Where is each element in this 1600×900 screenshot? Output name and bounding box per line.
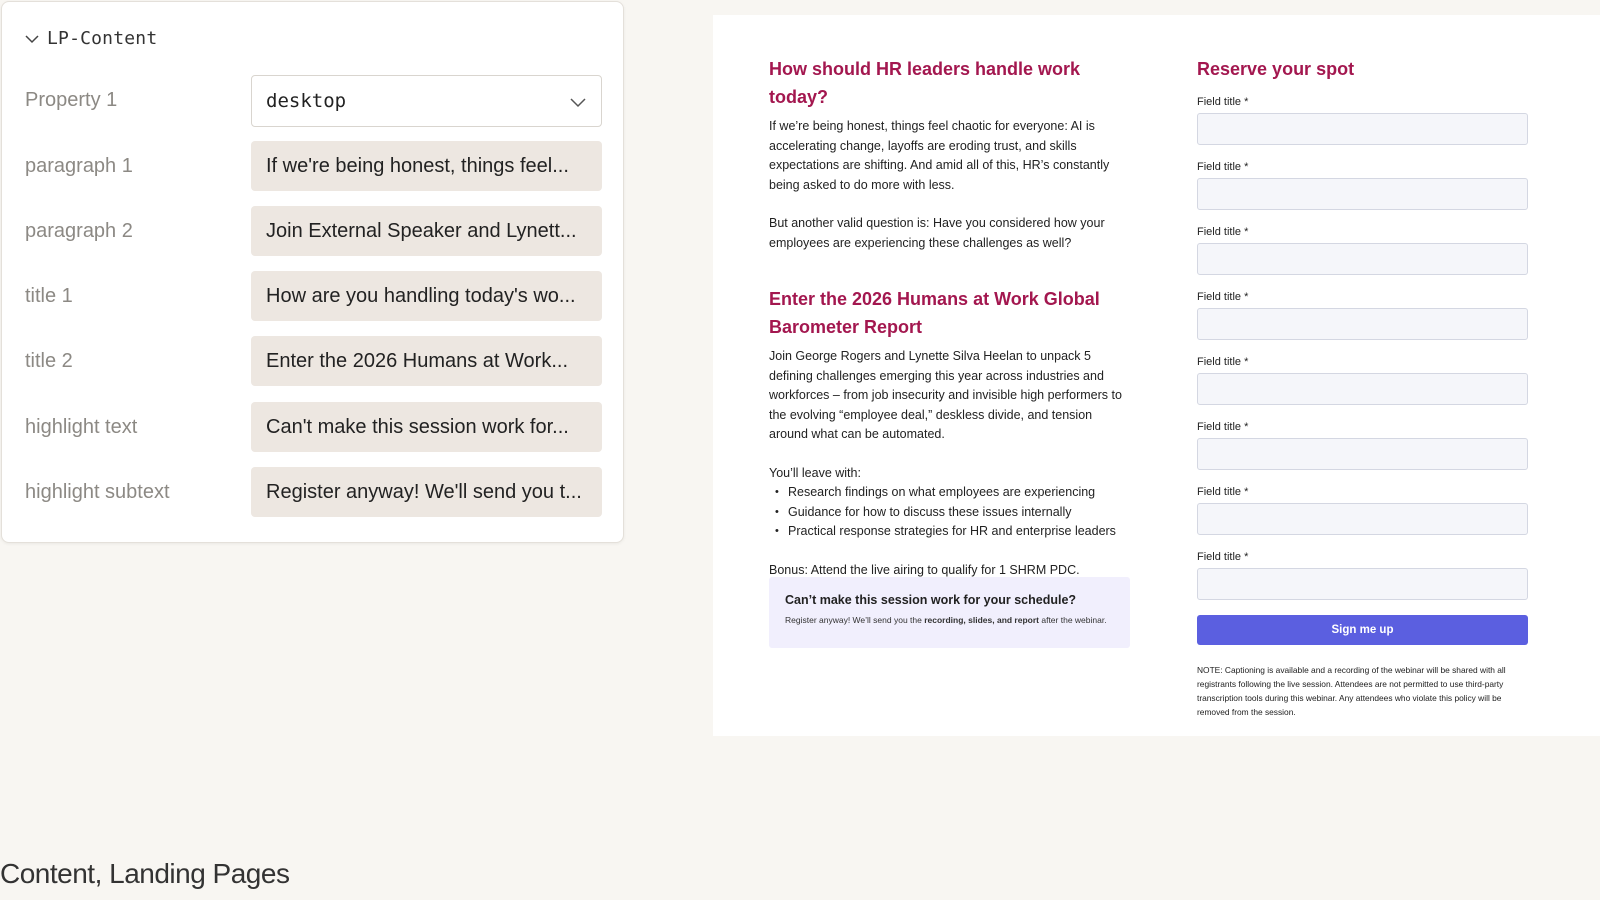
property-label: paragraph 2 (25, 220, 133, 242)
sign-me-up-button[interactable]: Sign me up (1197, 615, 1528, 645)
list-item: • Practical response strategies for HR and enterprise leaders (769, 522, 1134, 542)
list-item: • Research findings on what employees are experiencing (769, 483, 1134, 503)
paragraph-1-question: But another valid question is: Have you considered how your employees are experiencing these challenges as well? (769, 216, 1105, 250)
content-column (769, 55, 1134, 580)
highlight-subtext-end: after the webinar. (1039, 615, 1107, 625)
panel-header-toggle[interactable] (24, 28, 157, 49)
property-label: paragraph 1 (25, 155, 133, 177)
bonus-text: Bonus: Attend the live airing to qualify for 1 SHRM PDC. (769, 562, 1080, 577)
property-label: highlight subtext (25, 481, 170, 503)
highlight-text-field[interactable]: Can't make this session work for... (251, 402, 602, 452)
field-input[interactable] (1197, 243, 1528, 275)
field-label: Field title * (1197, 486, 1249, 498)
highlight-subtext-bold: recording, slides, and report (924, 615, 1039, 625)
field-label: Field title * (1197, 226, 1249, 238)
field-label: Field title * (1197, 421, 1249, 433)
chevron-down-icon (569, 93, 587, 111)
paragraph-2-field[interactable]: Join External Speaker and Lynett... (251, 206, 602, 256)
field-input[interactable] (1197, 308, 1528, 340)
field-label: Field title * (1197, 161, 1249, 173)
title-1-field[interactable]: How are you handling today's wo... (251, 271, 602, 321)
chevron-down-icon (24, 31, 40, 47)
leave-with-intro: You’ll leave with: (769, 465, 861, 480)
paragraph-1: If we’re being honest, things feel chaotic for everyone: AI is accelerating change, layoffs are eroding trust, and skills expectations are shifting. And amid all of this, HR’s constantly being asked to do more with less. (769, 119, 1110, 192)
landing-page-preview (713, 15, 1600, 736)
property-1-value: desktop (266, 90, 347, 112)
property-label: title 1 (25, 285, 73, 307)
title-2-field[interactable]: Enter the 2026 Humans at Work... (251, 336, 602, 386)
paragraph-1-field[interactable]: If we're being honest, things feel... (251, 141, 602, 191)
property-label: highlight text (25, 416, 138, 438)
property-row-paragraph-2 (2, 206, 623, 256)
form-field (1197, 95, 1528, 145)
highlight-box (769, 577, 1130, 648)
highlight-subtext-field[interactable]: Register anyway! We'll send you t... (251, 467, 602, 517)
form-field (1197, 420, 1528, 470)
title-1: How should HR leaders handle work today? (769, 59, 1081, 107)
form-field (1197, 355, 1528, 405)
paragraph-2: Join George Rogers and Lynette Silva Heelan to unpack 5 defining challenges emerging this year across industries and workforces – from job insecurity and invisible high performers to the evolving “employee deal,” deskless divide, and tension around what can be automated. (769, 349, 1122, 441)
properties-panel (1, 1, 624, 543)
field-input[interactable] (1197, 503, 1528, 535)
form-field (1197, 550, 1528, 600)
property-label: title 2 (25, 350, 73, 372)
takeaways-list (769, 483, 1134, 542)
field-label: Field title * (1197, 96, 1249, 108)
highlight-text: Can’t make this session work for your schedule? (785, 593, 1077, 607)
title-2: Enter the 2026 Humans at Work Global Barometer Report (769, 289, 1100, 337)
form-field (1197, 290, 1528, 340)
highlight-subtext (785, 615, 1114, 625)
field-input[interactable] (1197, 178, 1528, 210)
form-title: Reserve your spot (1197, 59, 1355, 79)
property-1-select[interactable] (251, 75, 602, 127)
property-label: Property 1 (25, 89, 118, 111)
panel-title: LP-Content (47, 28, 158, 49)
form-field (1197, 160, 1528, 210)
field-label: Field title * (1197, 291, 1249, 303)
field-label: Field title * (1197, 551, 1249, 563)
highlight-subtext-start: Register anyway! We’ll send you the (785, 615, 925, 625)
field-label: Field title * (1197, 356, 1249, 368)
form-field (1197, 225, 1528, 275)
property-row-paragraph-1 (2, 141, 623, 191)
field-input[interactable] (1197, 438, 1528, 470)
form-field (1197, 485, 1528, 535)
field-input[interactable] (1197, 373, 1528, 405)
property-row-title-2 (2, 336, 623, 386)
field-input[interactable] (1197, 568, 1528, 600)
captioning-note: NOTE: Captioning is available and a recording of the webinar will be shared with all registrants following the live session. Attendees are not permitted to use third-party transcription tools during this webinar. Any attendees who violate this policy will be removed from the session. (1197, 665, 1506, 717)
property-row-property-1 (2, 75, 623, 125)
property-row-highlight-subtext (2, 467, 623, 517)
field-input[interactable] (1197, 113, 1528, 145)
list-item: • Guidance for how to discuss these issues internally (769, 503, 1134, 523)
section-title: Content, Landing Pages (0, 858, 290, 889)
registration-form (1197, 55, 1528, 719)
property-row-highlight-text (2, 402, 623, 452)
property-row-title-1 (2, 271, 623, 321)
